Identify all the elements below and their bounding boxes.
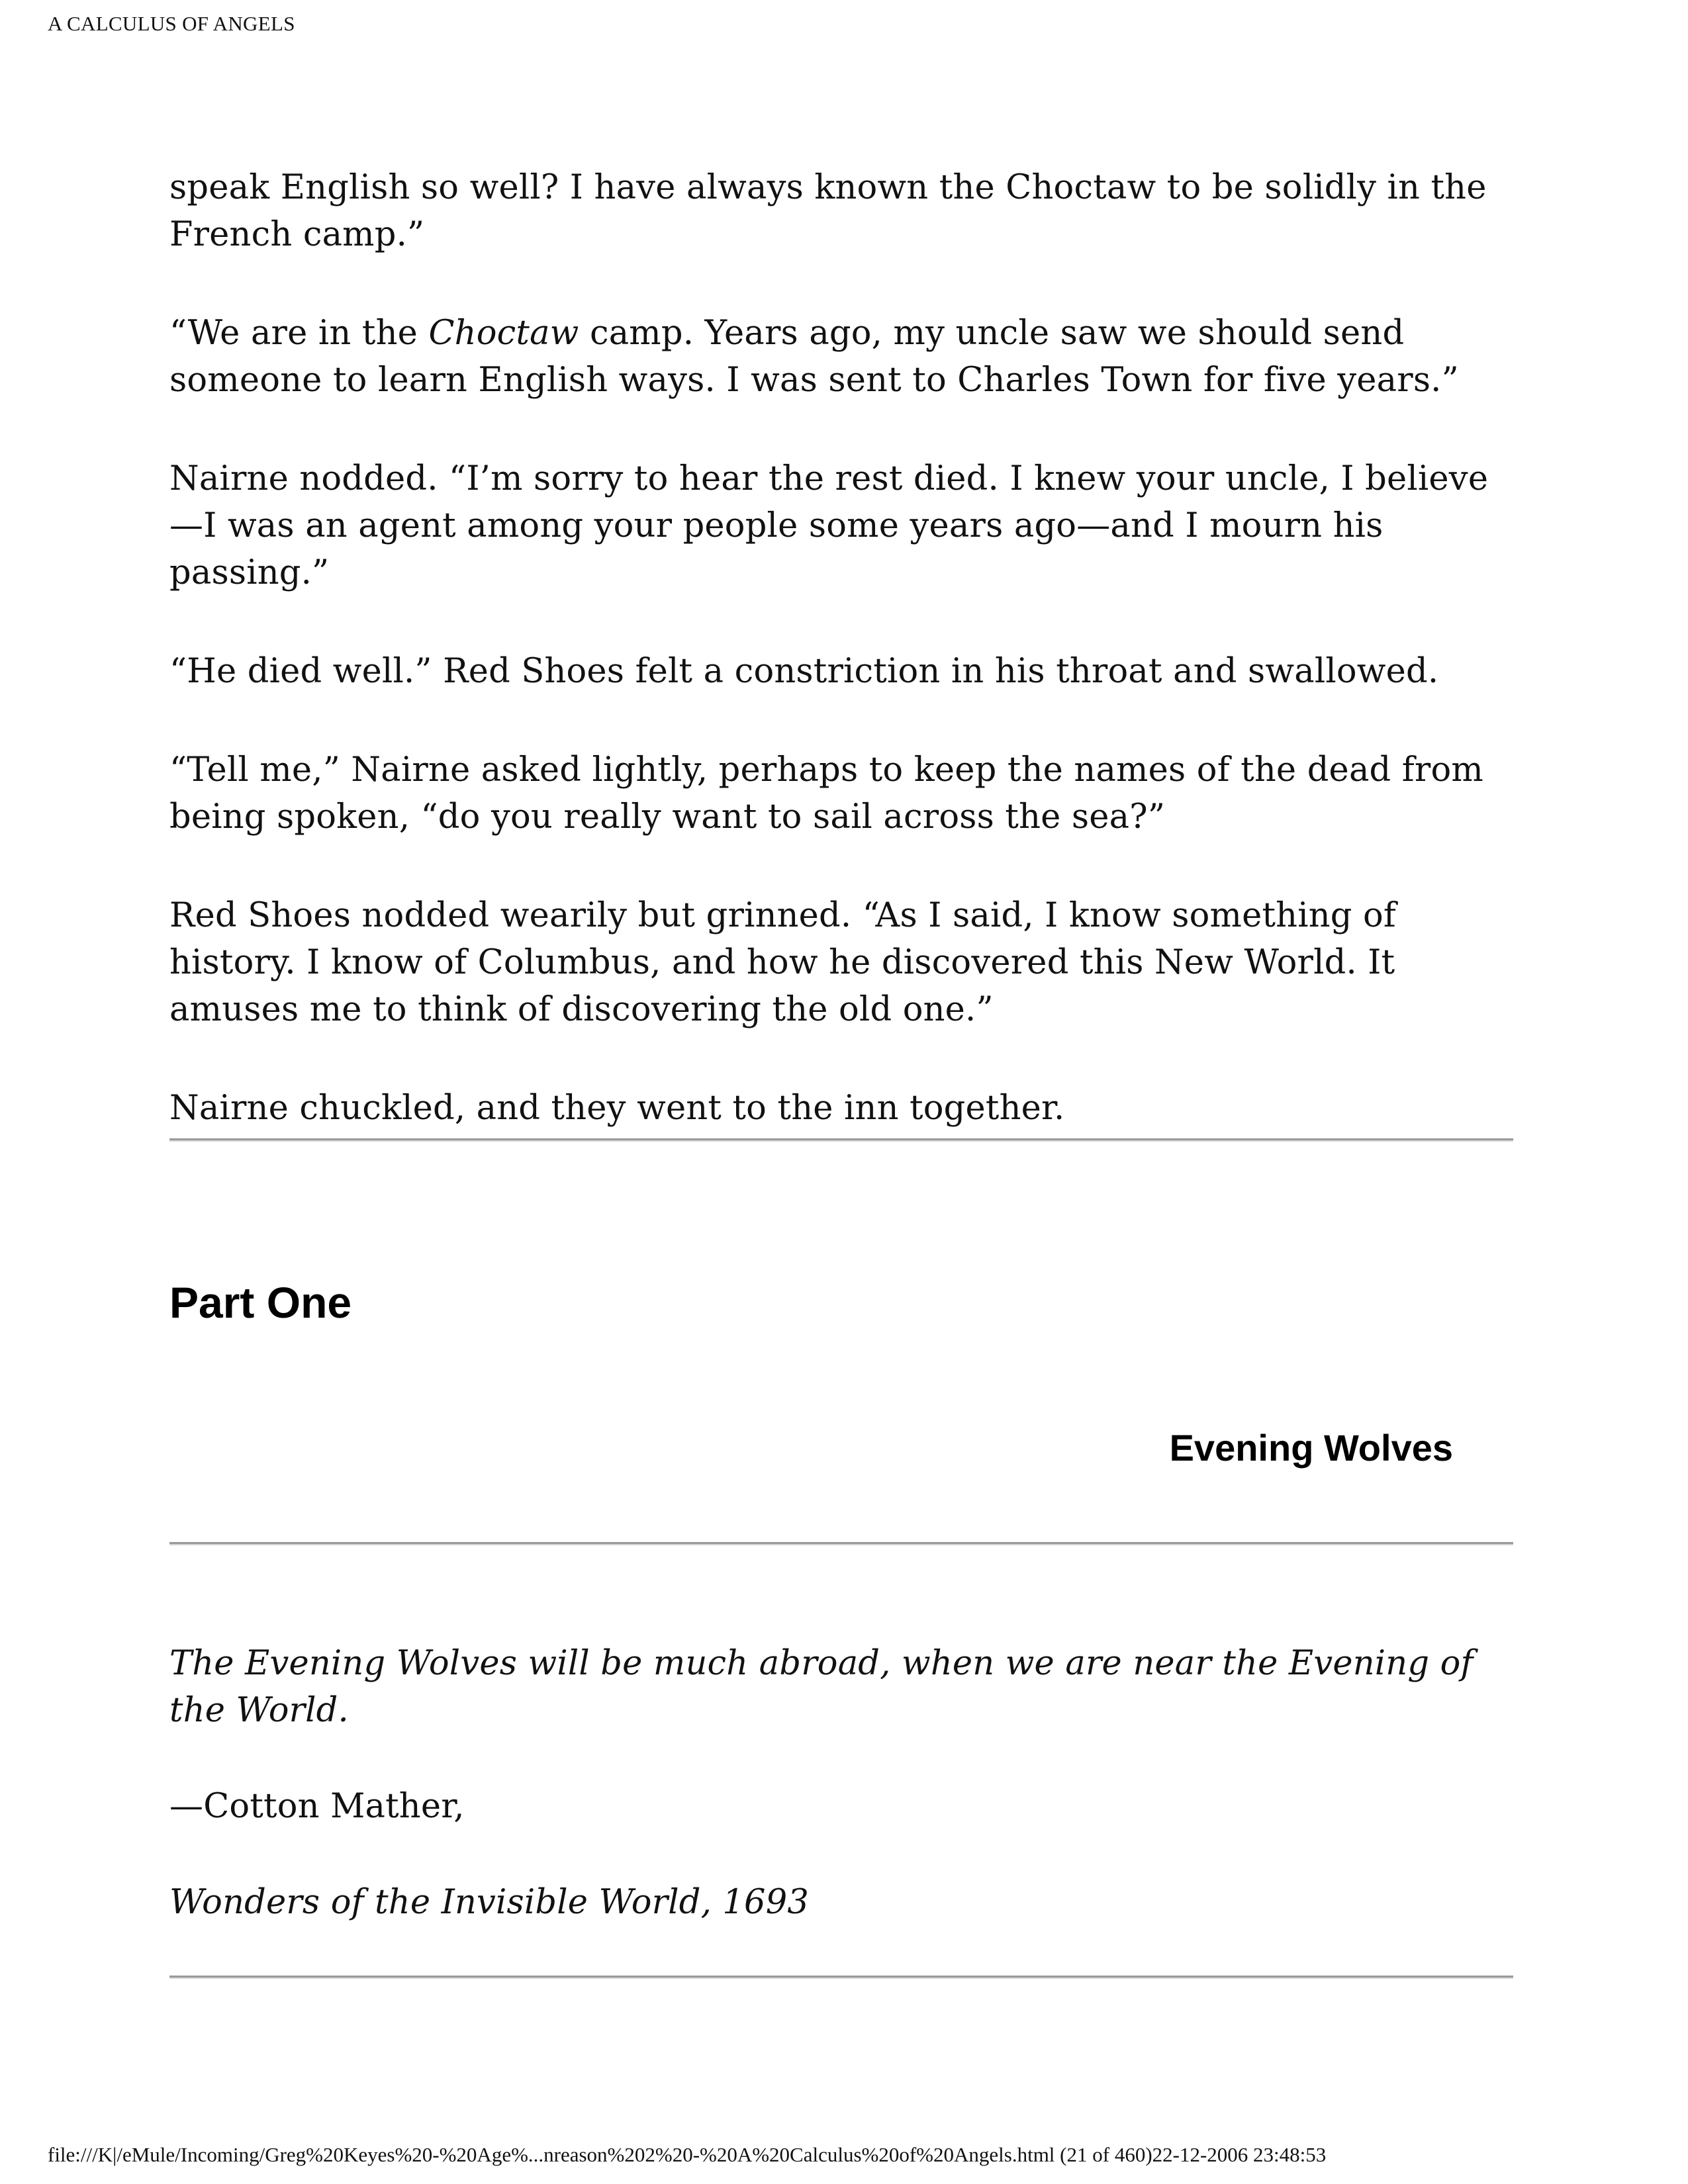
horizontal-rule-3 — [169, 1976, 1513, 1979]
paragraph-2 — [169, 310, 1513, 404]
chapter-title: Evening Wolves — [1169, 1427, 1453, 1469]
epigraph-source: Wonders of the Invisible World, 1693 — [169, 1883, 809, 1922]
paragraph-3: Nairne nodded. “I’m sorry to hear the rest died. I knew your uncle, I believe—I was an agent among your people some years ago—and I mourn his passing.” — [169, 459, 1489, 592]
horizontal-rule-2 — [169, 1542, 1513, 1545]
epigraph-attribution: —Cotton Mather, — [169, 1787, 465, 1826]
paragraph-5: “Tell me,” Nairne asked lightly, perhaps to keep the names of the dead from being spoken, “do you really want to sail across the sea?” — [169, 751, 1483, 837]
footer-file-path: file:///K|/eMule/Incoming/Greg%20Keyes%20-%20Age%...nreason%202%20-%20A%20Calculus%20of%20Angels.html (21 of 460)22-12-2006 23:48:53 — [48, 2143, 1327, 2166]
body-text — [169, 164, 1513, 1183]
epigraph — [169, 1640, 1513, 1975]
epigraph-quote: The Evening Wolves will be much abroad, when we are near the Evening of the World. — [169, 1644, 1474, 1730]
paragraph-4: “He died well.” Red Shoes felt a constriction in his throat and swallowed. — [169, 652, 1439, 691]
paragraph-2-after: camp. Years ago, my uncle saw we should send someone to learn English ways. I was sent to Charles Town for five years.” — [169, 314, 1459, 400]
horizontal-rule-1 — [169, 1138, 1513, 1142]
paragraph-6: Red Shoes nodded wearily but grinned. “As I said, I know something of history. I know of Columbus, and how he discovered this New World. It amuses me to think of discovering the old one.” — [169, 896, 1396, 1029]
part-title: Part One — [169, 1278, 352, 1327]
paragraph-2-italic: Choctaw — [428, 314, 579, 353]
paragraph-2-before: “We are in the — [169, 314, 429, 353]
running-header: A CALCULUS OF ANGELS — [48, 12, 295, 35]
paragraph-1: speak English so well? I have always known the Choctaw to be solidly in the French camp.” — [169, 168, 1487, 254]
paragraph-7: Nairne chuckled, and they went to the inn together. — [169, 1089, 1065, 1128]
